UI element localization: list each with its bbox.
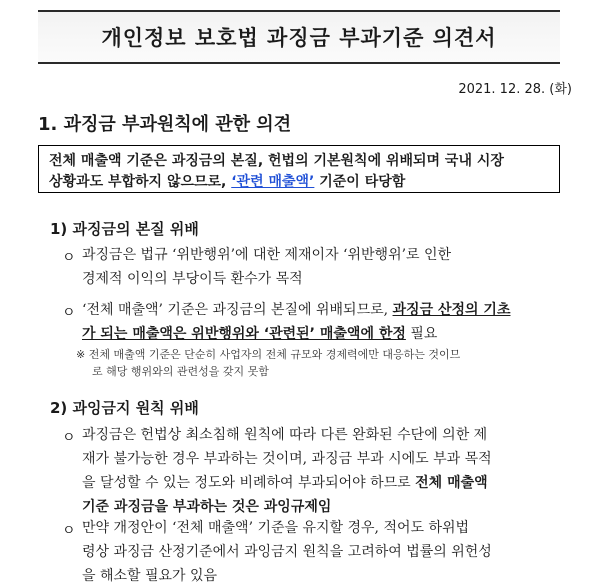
sub2-b2-line1: 만약 개정안이 ‘전체 매출액’ 기준을 유지할 경우, 적어도 하위법 (82, 520, 470, 536)
document-title: 개인정보 보호법 과징금 부과기준 의견서 (101, 26, 497, 50)
sub1-b2-bold2: 가 되는 매출액은 위반행위와 ‘관련된’ 매출액에 한정 (82, 326, 406, 342)
document-date: 2021. 12. 28. (화) (458, 82, 572, 97)
bullet-mark: ㅇ (62, 523, 76, 539)
sub1-bullet1 (82, 243, 562, 291)
section1-heading: 1. 과징금 부과원칙에 관한 의견 (38, 114, 292, 135)
sub2-bullet1 (82, 423, 562, 519)
note-text1: 전체 매출액 기준은 단순히 사업자의 전체 규모와 경제력에만 대응하는 것이므 (88, 348, 461, 361)
sub2-b1-bold1: 전체 매출액 (415, 475, 488, 491)
sub2-b1-pre: 을 달성할 수 있는 정도와 비례하여 부과되어야 하므로 (82, 475, 416, 491)
sub1-b1-line2: 경제적 이익의 부당이득 환수가 목적 (82, 271, 303, 287)
summary-line-2-post: 기준이 타당함 (314, 174, 406, 190)
sub2-b2-line2: 령상 과징금 산정기준에서 과잉금지 원칙을 고려하여 법률의 위헌성 (82, 544, 492, 560)
sub1-b1-line1: 과징금은 법규 ‘위반행위’에 대한 제재이자 ‘위반행위’로 인한 (82, 247, 452, 263)
sub1-b2-bold1: 과징금 산정의 기초 (392, 302, 511, 318)
bullet-mark: ㅇ (62, 250, 76, 266)
sub2-bullet2 (82, 516, 562, 588)
document-title-box (38, 10, 560, 64)
sub2-b2-line3: 을 해소할 필요가 있음 (82, 568, 218, 584)
sub1-bullet2 (82, 298, 562, 346)
note-mark: ※ (76, 348, 86, 361)
sub1-b2-pre: ‘전체 매출액’ 기준은 과징금의 본질에 위배되므로, (82, 302, 393, 318)
sub2-b1-line3 (82, 471, 562, 495)
related-sales-highlight: ‘관련 매출액’ (231, 174, 315, 190)
sub1-heading: 1) 과징금의 본질 위배 (50, 220, 199, 238)
bullet-mark: ㅇ (62, 430, 76, 446)
summary-line-1: 전체 매출액 기준은 과징금의 본질, 헌법의 기본원칙에 위배되며 국내 시장 (49, 153, 504, 169)
summary-line-2 (49, 172, 549, 193)
sub2-b1-line1: 과징금은 헌법상 최소침해 원칙에 따라 다른 완화된 수단에 의한 제 (82, 427, 488, 443)
summary-line-2-pre: 상황과도 부합하지 않으므로, (49, 174, 232, 190)
sub1-b2-line1 (82, 298, 562, 322)
sub1-b2-post: 필요 (405, 326, 438, 342)
sub2-b1-bold2: 기준 과징금을 부과하는 것은 과잉규제임 (82, 499, 332, 515)
summary-opinion-box (38, 145, 560, 193)
sub2-b1-line2: 재가 불가능한 경우 부과하는 것이며, 과징금 부과 시에도 부과 목적 (82, 451, 492, 467)
sub1-b2-line2 (82, 322, 562, 346)
sub1-note (76, 346, 566, 380)
bullet-mark: ㅇ (62, 305, 76, 321)
sub2-heading: 2) 과잉금지 원칙 위배 (50, 399, 199, 417)
note-line1 (76, 346, 566, 363)
note-line2: 로 해당 행위와의 관련성을 갖지 못함 (92, 365, 269, 378)
